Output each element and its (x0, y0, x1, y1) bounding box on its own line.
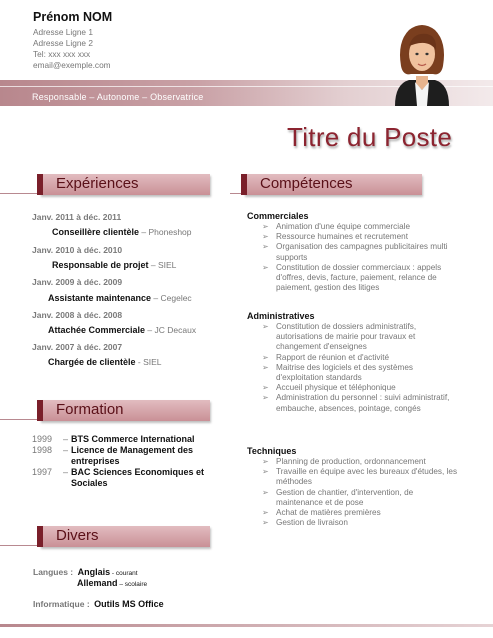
formation-title: BAC Sciences Economiques et Sociales (71, 467, 205, 488)
language-2-level: – scolaire (117, 581, 148, 588)
candidate-name: Prénom NOM (33, 10, 113, 24)
experience-org: – SIEL (148, 260, 177, 270)
experience-item (48, 320, 196, 338)
formation-title: Licence de Management des entreprises (71, 445, 194, 466)
list-item: ➢ Gestion de livraison (262, 518, 462, 528)
experience-date: Janv. 2011 à déc. 2011 (32, 212, 122, 222)
experience-org: – Phoneshop (139, 227, 192, 237)
experience-item (52, 255, 176, 273)
experience-org: – JC Decaux (145, 325, 197, 335)
formation-item: 1997 – BAC Sciences Economiques et Sociales (32, 467, 217, 488)
formation-year: 1999 (32, 434, 53, 444)
experience-date: Janv. 2010 à déc. 2010 (32, 245, 123, 255)
experience-role: Responsable de projet (52, 260, 149, 270)
list-item: ➢ Gestion de chantier, d'intervention, de maintenance et de pose (262, 488, 462, 508)
list-item: ➢ Planning de production, ordonnancement (262, 457, 462, 467)
software-row (33, 594, 164, 612)
languages-row-2 (77, 573, 147, 591)
email[interactable]: email@exemple.com (33, 60, 111, 70)
experience-org: – Cegelec (151, 293, 192, 303)
job-title: Titre du Poste (287, 122, 453, 152)
section-title: Compétences (260, 175, 353, 192)
experience-item (52, 222, 192, 240)
divider (0, 419, 40, 420)
list-item: ➢ Animation d'une équipe commerciale (262, 222, 462, 232)
software-label: Informatique : (33, 599, 90, 609)
experience-role: Attachée Commerciale (48, 325, 146, 335)
list-item: ➢ Travaille en équipe avec les bureaux d'études, les méthodes (262, 467, 462, 487)
list-item: ➢ Achat de matières premières (262, 508, 462, 518)
section-title: Expériences (56, 175, 139, 192)
section-title: Formation (56, 401, 124, 418)
formation-year: 1998 (32, 445, 53, 455)
section-header-experiences (40, 174, 210, 195)
list-item: ➢ Constitution de dossier commerciaux : appels d'offres, devis, facture, paiement, relance de paiement, gestion des litiges (262, 263, 462, 294)
footer-bar (0, 624, 493, 627)
experience-role: Assistante maintenance (48, 293, 152, 303)
competence-category: Administratives (247, 311, 315, 321)
list-item: ➢ Administration du personnel : suivi administratif, embauche, absences, pointage, congés (262, 393, 462, 413)
section-header-formation (40, 400, 210, 421)
experience-item (48, 288, 192, 306)
language-1: Anglais (77, 567, 111, 577)
section-header-competences (244, 174, 422, 195)
experience-date: Janv. 2007 à déc. 2007 (32, 342, 123, 352)
list-item: ➢ Ressource humaines et recrutement (262, 232, 462, 242)
formation-year: 1997 (32, 467, 53, 477)
divider (0, 545, 40, 546)
tagline: Responsable – Autonome – Observatrice (32, 92, 204, 102)
address-line-1: Adresse Ligne 1 (33, 27, 93, 37)
formation-item: 1999 – BTS Commerce International (32, 434, 195, 444)
language-1-level: - courant (110, 570, 138, 577)
address-line-2: Adresse Ligne 2 (33, 38, 93, 48)
language-2: Allemand (77, 578, 118, 588)
divider (0, 193, 40, 194)
experience-date: Janv. 2009 à déc. 2009 (32, 277, 123, 287)
formation-title: BTS Commerce International (71, 434, 195, 444)
software-value: Outils MS Office (94, 599, 164, 609)
competence-list (262, 457, 462, 528)
section-title: Divers (56, 527, 99, 544)
experience-date: Janv. 2008 à déc. 2008 (32, 310, 123, 320)
experience-role: Conseillère clientèle (52, 227, 140, 237)
competence-category: Techniques (247, 446, 297, 456)
list-item: ➢ Organisation des campagnes publicitaires multi supports (262, 242, 462, 262)
list-item: ➢ Rapport de réunion et d'activité (262, 353, 462, 363)
experience-role: Chargée de clientèle (48, 357, 136, 367)
competence-list (262, 322, 462, 414)
experience-org: - SIEL (135, 357, 162, 367)
avatar-icon (387, 14, 457, 106)
list-item: ➢ Constitution de dossiers administratifs, autorisations de mairie pour travaux et changement d'enseignes (262, 322, 462, 353)
list-item: ➢ Accueil physique et téléphonique (262, 383, 462, 393)
competence-list (262, 222, 462, 293)
languages-label: Langues : (33, 567, 74, 577)
experience-item (48, 352, 162, 370)
phone: Tel: xxx xxx xxx (33, 49, 91, 59)
list-item: ➢ Maitrise des logiciels et des systèmes d'exploitation standards (262, 363, 462, 383)
formation-item: 1998 – Licence de Management des entreprises (32, 445, 217, 466)
competence-category: Commerciales (247, 211, 309, 221)
section-header-divers (40, 526, 210, 547)
